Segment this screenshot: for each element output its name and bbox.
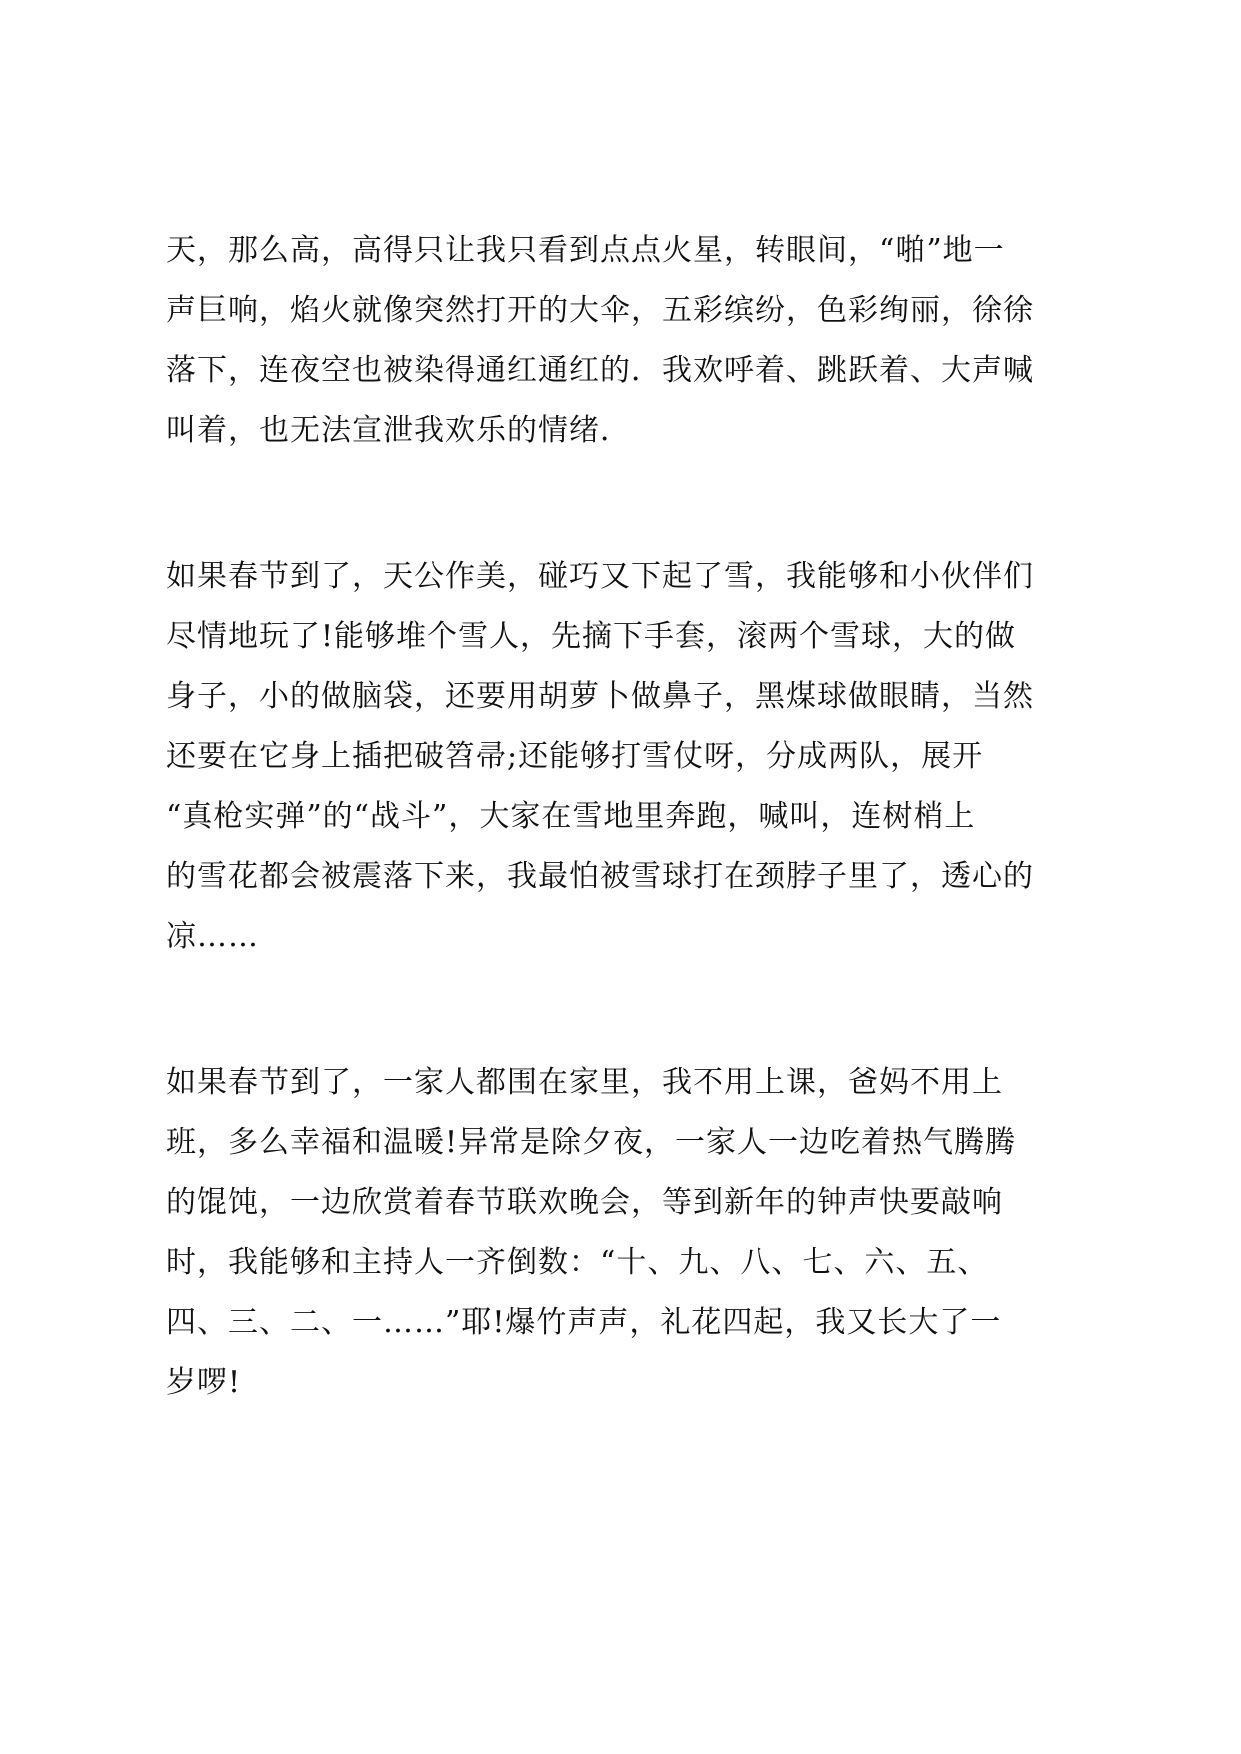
text-line: 如果春节到了，一家人都围在家里，我不用上课，爸妈不用上	[166, 1065, 1003, 1100]
text-line: 班，多么幸福和温暖!异常是除夕夜，一家人一边吃着热气腾腾	[166, 1125, 1017, 1160]
text-line: 尽情地玩了!能够堆个雪人，先摘下手套，滚两个雪球，大的做	[166, 619, 1017, 654]
paragraph-family-new-year	[166, 1053, 1096, 1413]
paragraph-snow	[166, 547, 1096, 967]
text-line: 还要在它身上插把破笤帚;还能够打雪仗呀，分成两队，展开	[166, 739, 984, 774]
text-line: 如果春节到了，天公作美，碰巧又下起了雪，我能够和小伙伴们	[166, 559, 1034, 594]
text-line: 凉……	[166, 919, 259, 954]
text-line: 身子，小的做脑袋，还要用胡萝卜做鼻子，黑煤球做眼睛，当然	[166, 679, 1034, 714]
text-line: 声巨响，焰火就像突然打开的大伞，五彩缤纷，色彩绚丽，徐徐	[166, 293, 1034, 328]
text-line: 四、三、二、一……”耶!爆竹声声，礼花四起，我又长大了一	[166, 1305, 1002, 1340]
text-line: 落下，连夜空也被染得通红通红的．我欢呼着、跳跃着、大声喊	[166, 353, 1034, 388]
text-line: 叫着，也无法宣泄我欢乐的情绪．	[166, 413, 631, 448]
text-line: 岁啰!	[166, 1365, 242, 1400]
text-line: 的雪花都会被震落下来，我最怕被雪球打在颈脖子里了，透心的	[166, 859, 1034, 894]
text-line: 时，我能够和主持人一齐倒数：“十、九、八、七、六、五、	[166, 1245, 989, 1280]
text-line: 的馄饨，一边欣赏着春节联欢晚会，等到新年的钟声快要敲响	[166, 1185, 1003, 1220]
text-line: “真枪实弹”的“战斗”，大家在雪地里奔跑，喊叫，连树梢上	[166, 799, 976, 834]
text-line: 天，那么高，高得只让我只看到点点火星，转眼间，“啪”地一	[166, 233, 1005, 268]
paragraph-fireworks	[166, 221, 1096, 461]
